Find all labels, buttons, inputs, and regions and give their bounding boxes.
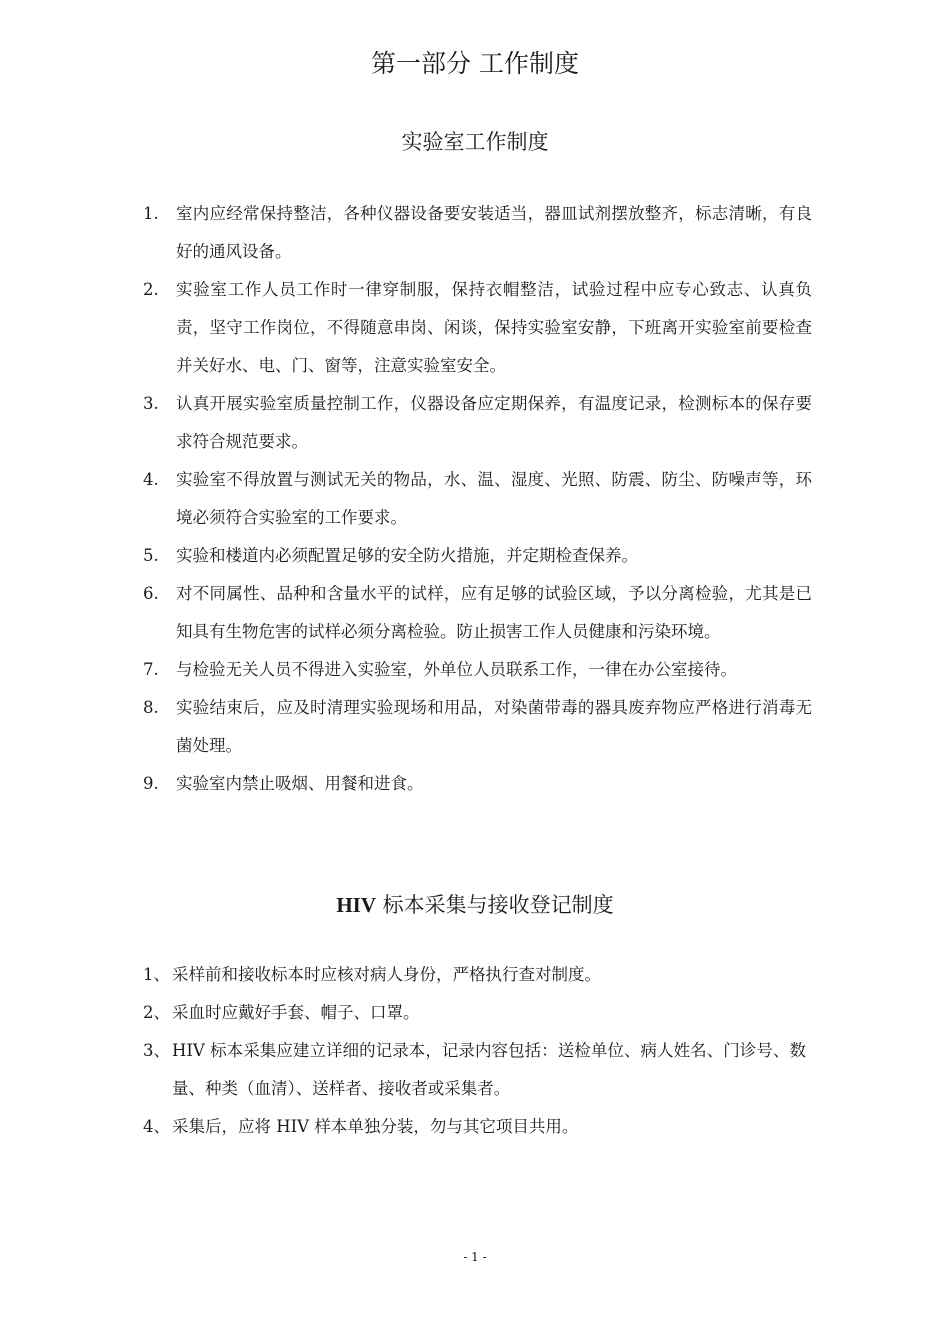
item-number: 7. (143, 660, 159, 679)
list-item (0, 537, 950, 575)
list-item (0, 994, 950, 1032)
list-item (0, 651, 950, 689)
item-text: 实验和楼道内必须配置足够的安全防火措施，并定期检查保养。 (176, 546, 638, 565)
item-number: 3、 (143, 1041, 170, 1060)
item-text: 实验室工作人员工作时一律穿制服，保持衣帽整洁，试验过程中应专心致志、认真负责，坚守工作岗位，不得随意串岗、闲谈，保持实验室安静，下班离开实验室前要检查并关好水、电、门、窗等，注意实验室安全。 (176, 280, 812, 375)
item-text: 认真开展实验室质量控制工作，仪器设备应定期保养，有温度记录，检测标本的保存要求符合规范要求。 (176, 394, 812, 451)
lab-rules-list (0, 195, 950, 803)
item-number: 5. (143, 546, 159, 565)
list-item (0, 956, 950, 994)
section-title-hiv-rest: 标本采集与接收登记制度 (376, 893, 614, 917)
item-number: 9. (143, 774, 159, 793)
section-title-hiv-label: HIV (336, 893, 376, 917)
item-number: 4. (143, 470, 159, 489)
item-text: 采集后，应将 HIV 样本单独分装，勿与其它项目共用。 (172, 1117, 579, 1136)
list-item (0, 385, 950, 461)
page-number: - 1 - (463, 1250, 487, 1264)
item-number: 6. (143, 584, 159, 603)
list-item (0, 461, 950, 537)
item-number: 2. (143, 280, 159, 299)
list-item (0, 1032, 950, 1108)
list-item (0, 575, 950, 651)
hiv-rules-list (0, 956, 950, 1146)
list-item (0, 689, 950, 765)
list-item (0, 765, 950, 803)
item-text: 采样前和接收标本时应核对病人身份，严格执行查对制度。 (172, 965, 601, 984)
item-number: 4、 (143, 1117, 170, 1136)
item-number: 8. (143, 698, 159, 717)
item-text: 与检验无关人员不得进入实验室，外单位人员联系工作，一律在办公室接待。 (176, 660, 737, 679)
list-item (0, 1108, 950, 1146)
item-number: 2、 (143, 1003, 170, 1022)
item-number: 1. (143, 204, 159, 223)
section-title-hiv-specimen (0, 890, 950, 920)
item-text: 室内应经常保持整洁，各种仪器设备要安装适当，器皿试剂摆放整齐，标志清晰，有良好的通风设备。 (176, 204, 812, 261)
item-text: 采血时应戴好手套、帽子、口罩。 (172, 1003, 420, 1022)
list-item (0, 271, 950, 385)
page-title: 第一部分 工作制度 (371, 49, 579, 78)
list-item (0, 195, 950, 271)
item-text: HIV 标本采集应建立详细的记录本，记录内容包括：送检单位、病人姓名、门诊号、数量、种类（血清）、送样者、接收者或采集者。 (172, 1041, 806, 1098)
item-text: 对不同属性、品种和含量水平的试样，应有足够的试验区域，予以分离检验，尤其是已知具有生物危害的试样必须分离检验。防止损害工作人员健康和污染环境。 (176, 584, 812, 641)
section-title-lab-rules: 实验室工作制度 (401, 130, 549, 154)
item-number: 1、 (143, 965, 170, 984)
item-text: 实验室内禁止吸烟、用餐和进食。 (176, 774, 424, 793)
item-text: 实验结束后，应及时清理实验现场和用品，对染菌带毒的器具废弃物应严格进行消毒无菌处理。 (176, 698, 812, 755)
item-number: 3. (143, 394, 159, 413)
item-text: 实验室不得放置与测试无关的物品，水、温、湿度、光照、防震、防尘、防噪声等，环境必须符合实验室的工作要求。 (176, 470, 812, 527)
